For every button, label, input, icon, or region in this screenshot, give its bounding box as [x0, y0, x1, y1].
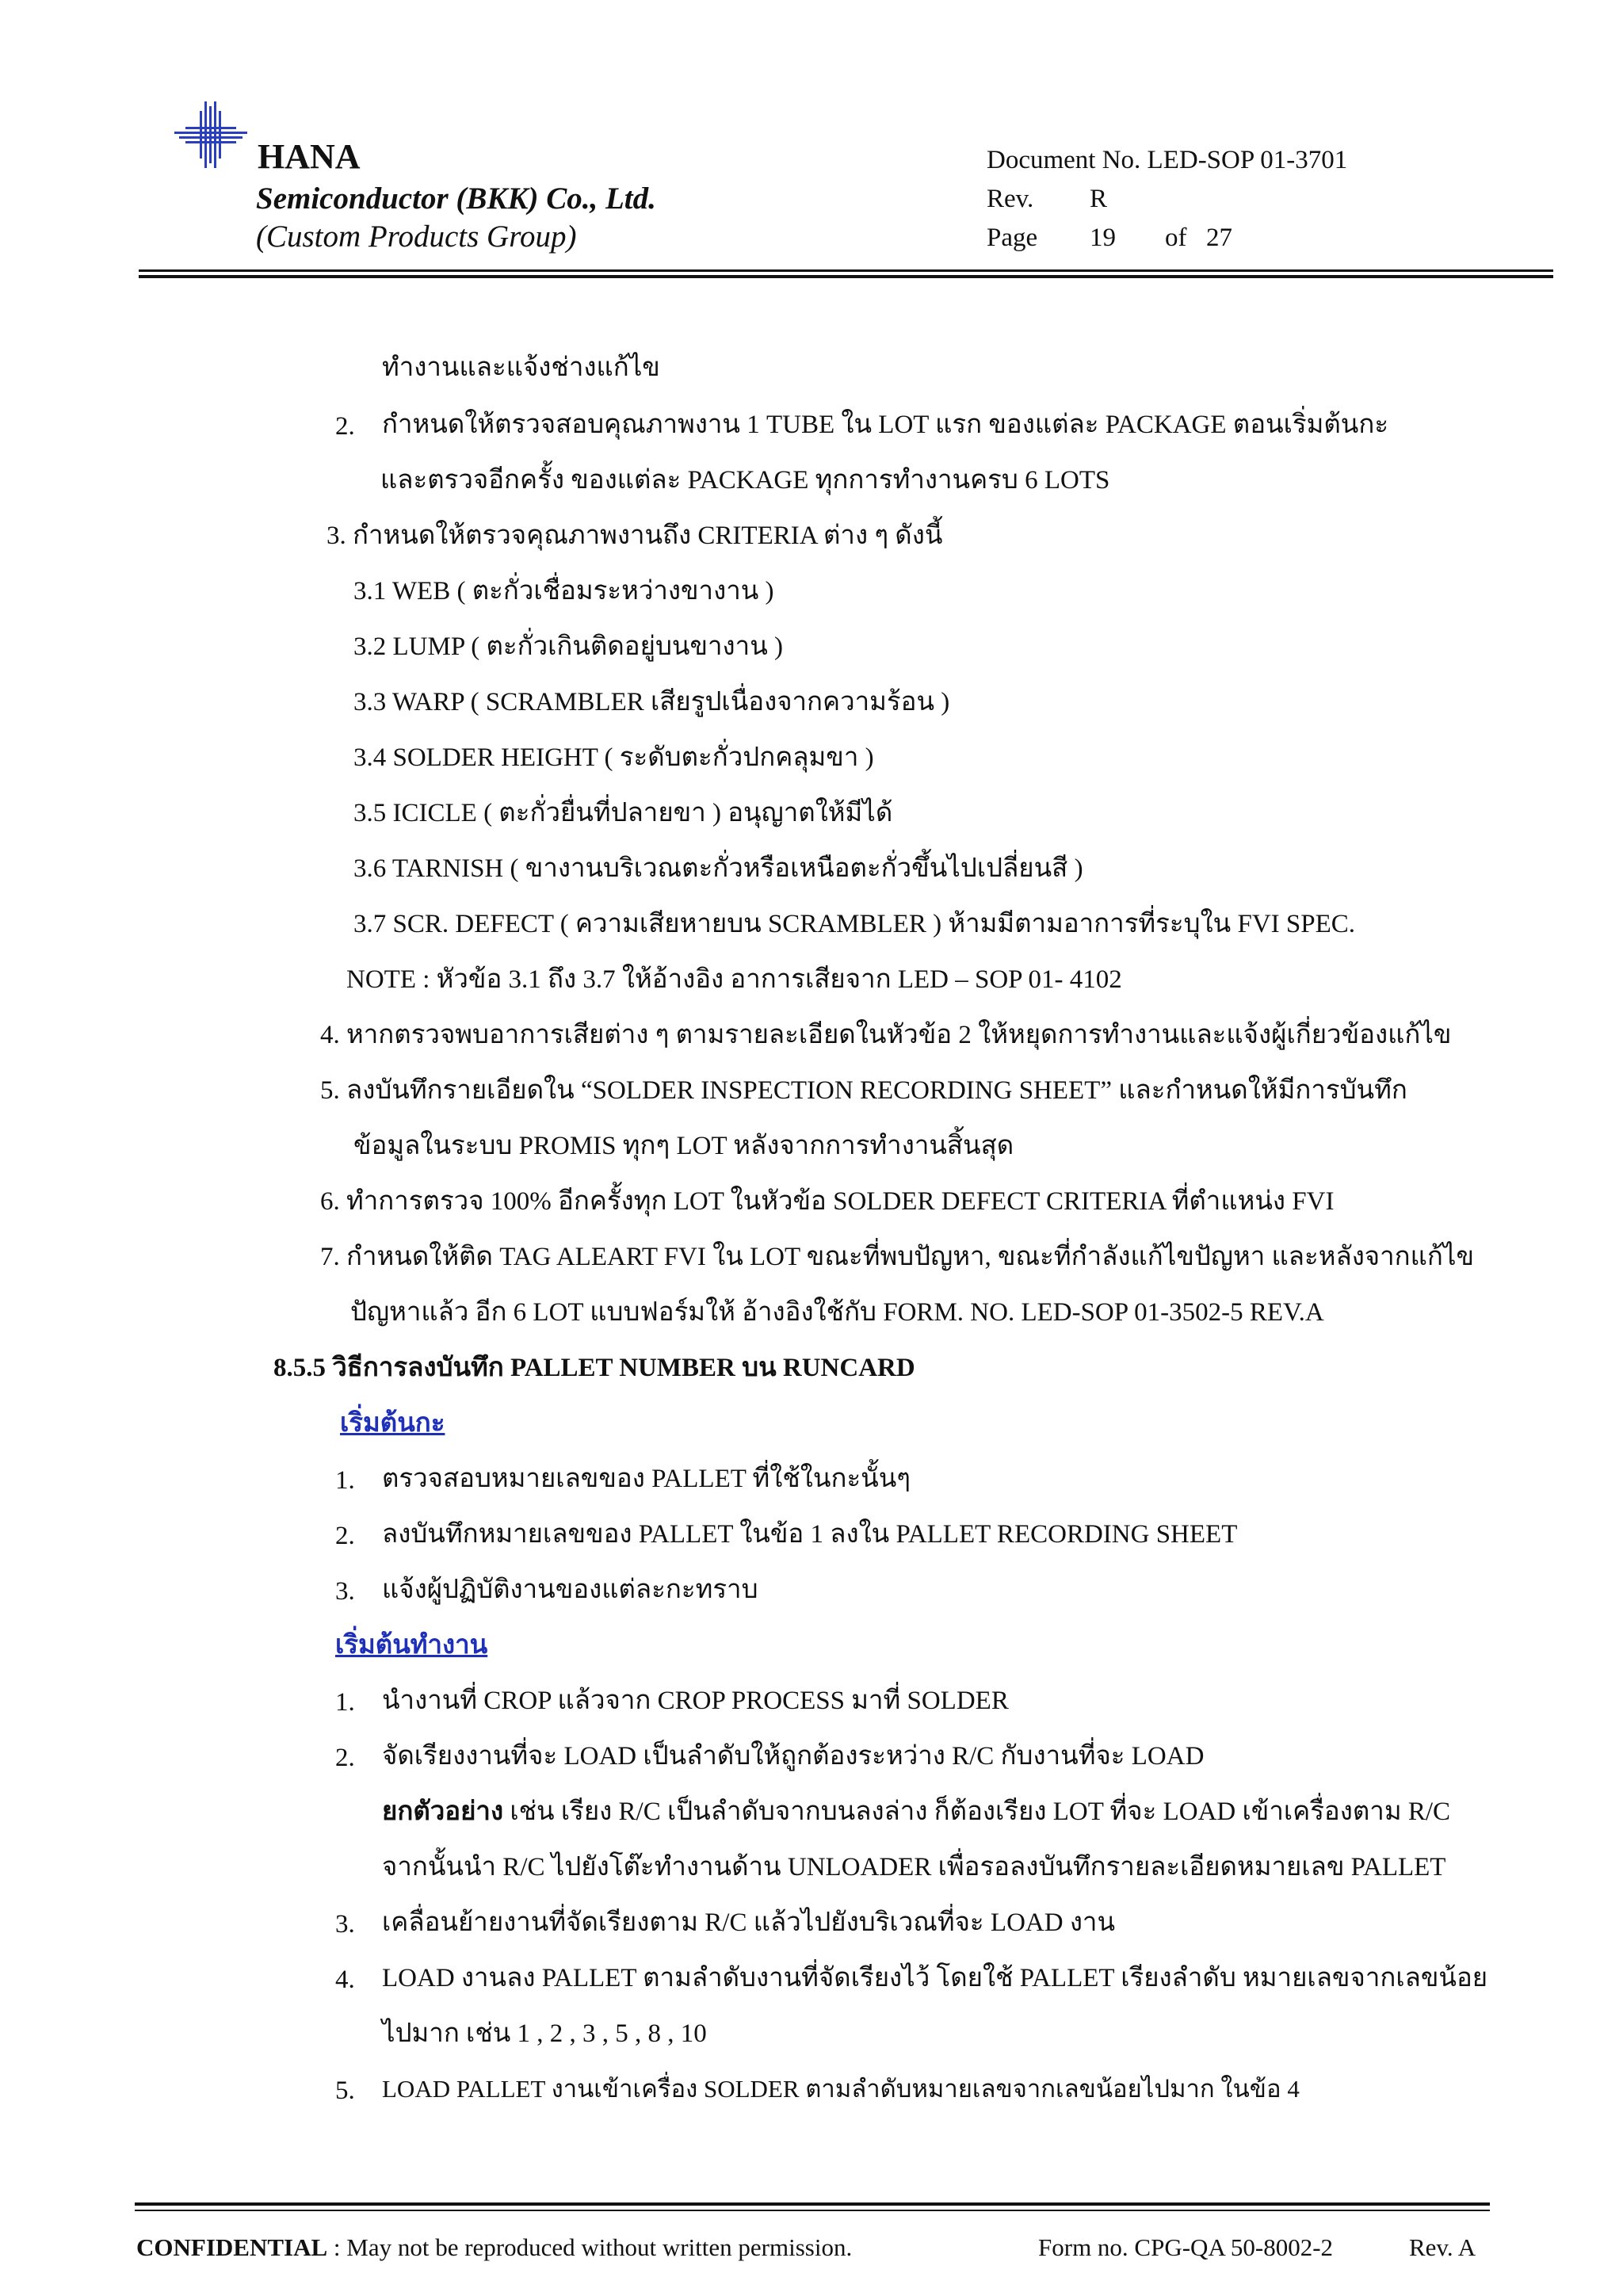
item-2-text: กำหนดให้ตรวจสอบคุณภาพงาน 1 TUBE ใน LOT แรก ของแต่ละ PACKAGE ตอนเริ่มต้นกะ — [382, 411, 1389, 439]
item-6-text: 6. ทำการตรวจ 100% อีกครั้งทุก LOT ในหัวข้อ SOLDER DEFECT CRITERIA ที่ตำแหน่ง FVI — [320, 1187, 1335, 1216]
example-label: ยกตัวอย่าง — [382, 1797, 504, 1826]
criteria-3-4: 3.4 SOLDER HEIGHT ( ระดับตะกั่วปกคลุมขา ) — [353, 743, 874, 772]
shift-step-3-text: แจ้งผู้ปฏิบัติงานของแต่ละกะทราบ — [382, 1576, 758, 1604]
work-step-4-number: 4. — [335, 1966, 355, 1994]
item-5-text-cont: ข้อมูลในระบบ PROMIS ทุกๆ LOT หลังจากการทำงานสิ้นสุด — [353, 1132, 1014, 1160]
criteria-3-7: 3.7 SCR. DEFECT ( ความเสียหายบน SCRAMBLER ) ห้ามมีตามอาการที่ระบุใน FVI SPEC. — [353, 910, 1356, 938]
item-2-text-cont: และตรวจอีกครั้ง ของแต่ละ PACKAGE ทุกการทำงานครบ 6 LOTS — [380, 466, 1110, 495]
work-step-3-number: 3. — [335, 1910, 355, 1939]
work-step-1-number: 1. — [335, 1688, 355, 1717]
shift-step-1-text: ตรวจสอบหมายเลขของ PALLET ที่ใช้ในกะนั้นๆ — [382, 1465, 911, 1493]
footer-revision: Rev. A — [1409, 2233, 1476, 2261]
header-rule-top — [139, 269, 1553, 272]
work-step-4-text: LOAD งานลง PALLET ตามลำดับงานที่จัดเรียงไว้ โดยใช้ PALLET เรียงลำดับ หมายเลขจากเลขน้อย — [382, 1964, 1488, 1992]
footer-rule-top — [135, 2202, 1490, 2206]
work-step-2-example-cont: จากนั้นนำ R/C ไปยังโต๊ะทำงานด้าน UNLOADER เพื่อรอลงบันทึกรายละเอียดหมายเลข PALLET — [382, 1853, 1446, 1881]
subheading-start-shift: เริ่มต้นกะ — [340, 1409, 445, 1438]
of-label: of — [1165, 223, 1187, 252]
item-7-text: 7. กำหนดให้ติด TAG ALEART FVI ใน LOT ขณะที่พบปัญหา, ขณะที่กำลังแก้ไขปัญหา และหลังจากแก้ไข — [320, 1243, 1475, 1271]
subheading-start-work: เริ่มต้นทำงาน — [335, 1631, 488, 1660]
criteria-3-6: 3.6 TARNISH ( ขางานบริเวณตะกั่วหรือเหนือตะกั่วขึ้นไปเปลี่ยนสี ) — [353, 854, 1083, 883]
work-step-2-number: 2. — [335, 1744, 355, 1772]
shift-step-2-text: ลงบันทึกหมายเลขของ PALLET ในข้อ 1 ลงใน PALLET RECORDING SHEET — [382, 1520, 1238, 1549]
work-step-2-text: จัดเรียงงานที่จะ LOAD เป็นลำดับให้ถูกต้องระหว่าง R/C กับงานที่จะ LOAD — [382, 1742, 1205, 1771]
work-step-2-example — [382, 1799, 1450, 1825]
shift-step-1-number: 1. — [335, 1466, 355, 1495]
footer-confidential — [136, 2233, 852, 2262]
item-2-number: 2. — [335, 412, 355, 441]
work-step-5-number: 5. — [335, 2076, 355, 2105]
work-step-4-text-cont: ไปมาก เช่น 1 , 2 , 3 , 5 , 8 , 10 — [382, 2019, 707, 2048]
section-heading-8-5-5: 8.5.5 วิธีการลงบันทึก PALLET NUMBER บน RUNCARD — [273, 1354, 915, 1382]
item-4-text: 4. หากตรวจพบอาการเสียต่าง ๆ ตามรายละเอียดในหัวข้อ 2 ให้หยุดการทำงานและแจ้งผู้เกี่ยวข้องแก้ไข — [320, 1021, 1452, 1049]
criteria-3-5: 3.5 ICICLE ( ตะกั่วยื่นที่ปลายขา ) อนุญาตให้มีได้ — [353, 799, 893, 827]
footer-form-number: Form no. CPG-QA 50-8002-2 — [1038, 2233, 1334, 2261]
note-line: NOTE : หัวข้อ 3.1 ถึง 3.7 ให้อ้างอิง อาการเสียจาก LED – SOP 01- 4102 — [346, 965, 1122, 994]
confidential-label: CONFIDENTIAL — [136, 2233, 328, 2261]
item-7-text-cont: ปัญหาแล้ว อีก 6 LOT แบบฟอร์มให้ อ้างอิงใช้กับ FORM. NO. LED-SOP 01-3502-5 REV.A — [350, 1298, 1324, 1327]
footer-rule-bottom — [135, 2210, 1490, 2211]
example-text: เช่น เรียง R/C เป็นลำดับจากบนลงล่าง ก็ต้องเรียง LOT ที่จะ LOAD เข้าเครื่องตาม R/C — [503, 1797, 1451, 1826]
work-step-3-text: เคลื่อนย้ายงานที่จัดเรียงตาม R/C แล้วไปยังบริเวณที่จะ LOAD งาน — [382, 1908, 1116, 1937]
work-step-5-text: LOAD PALLET งานเข้าเครื่อง SOLDER ตามลำดับหมายเลขจากเลขน้อยไปมาก ในข้อ 4 — [382, 2075, 1300, 2103]
criteria-3-3: 3.3 WARP ( SCRAMBLER เสียรูปเนื่องจากความร้อน ) — [353, 688, 950, 716]
document-number: Document No. LED-SOP 01-3701 — [987, 146, 1348, 174]
shift-step-3-number: 3. — [335, 1577, 355, 1606]
body-line-continuation: ทำงานและแจ้งช่างแก้ไข — [382, 353, 660, 382]
company-subsidiary: Semiconductor (BKK) Co., Ltd. — [256, 181, 656, 216]
company-logo — [174, 101, 247, 168]
shift-step-2-number: 2. — [335, 1522, 355, 1550]
header-rule-bottom — [139, 275, 1553, 278]
item-3-text: 3. กำหนดให้ตรวจคุณภาพงานถึง CRITERIA ต่าง ๆ ดังนี้ — [327, 521, 943, 550]
rev-label: Rev. — [987, 185, 1034, 213]
confidential-notice: : May not be reproduced without written permission. — [327, 2233, 853, 2261]
item-5-text: 5. ลงบันทึกรายเอียดใน “SOLDER INSPECTION RECORDING SHEET” และกำหนดให้มีการบันทึก — [320, 1076, 1407, 1105]
work-step-1-text: นำงานที่ CROP แล้วจาก CROP PROCESS มาที่ SOLDER — [382, 1687, 1009, 1715]
company-group: (Custom Products Group) — [256, 220, 577, 254]
page-number: 19 — [1090, 223, 1116, 252]
page-total: 27 — [1206, 223, 1232, 252]
company-name: HANA — [258, 137, 361, 176]
criteria-3-1: 3.1 WEB ( ตะกั่วเชื่อมระหว่างขางาน ) — [353, 577, 774, 606]
page-label: Page — [987, 223, 1038, 252]
rev-value: R — [1090, 185, 1108, 213]
criteria-3-2: 3.2 LUMP ( ตะกั่วเกินติดอยู่บนขางาน ) — [353, 632, 783, 661]
